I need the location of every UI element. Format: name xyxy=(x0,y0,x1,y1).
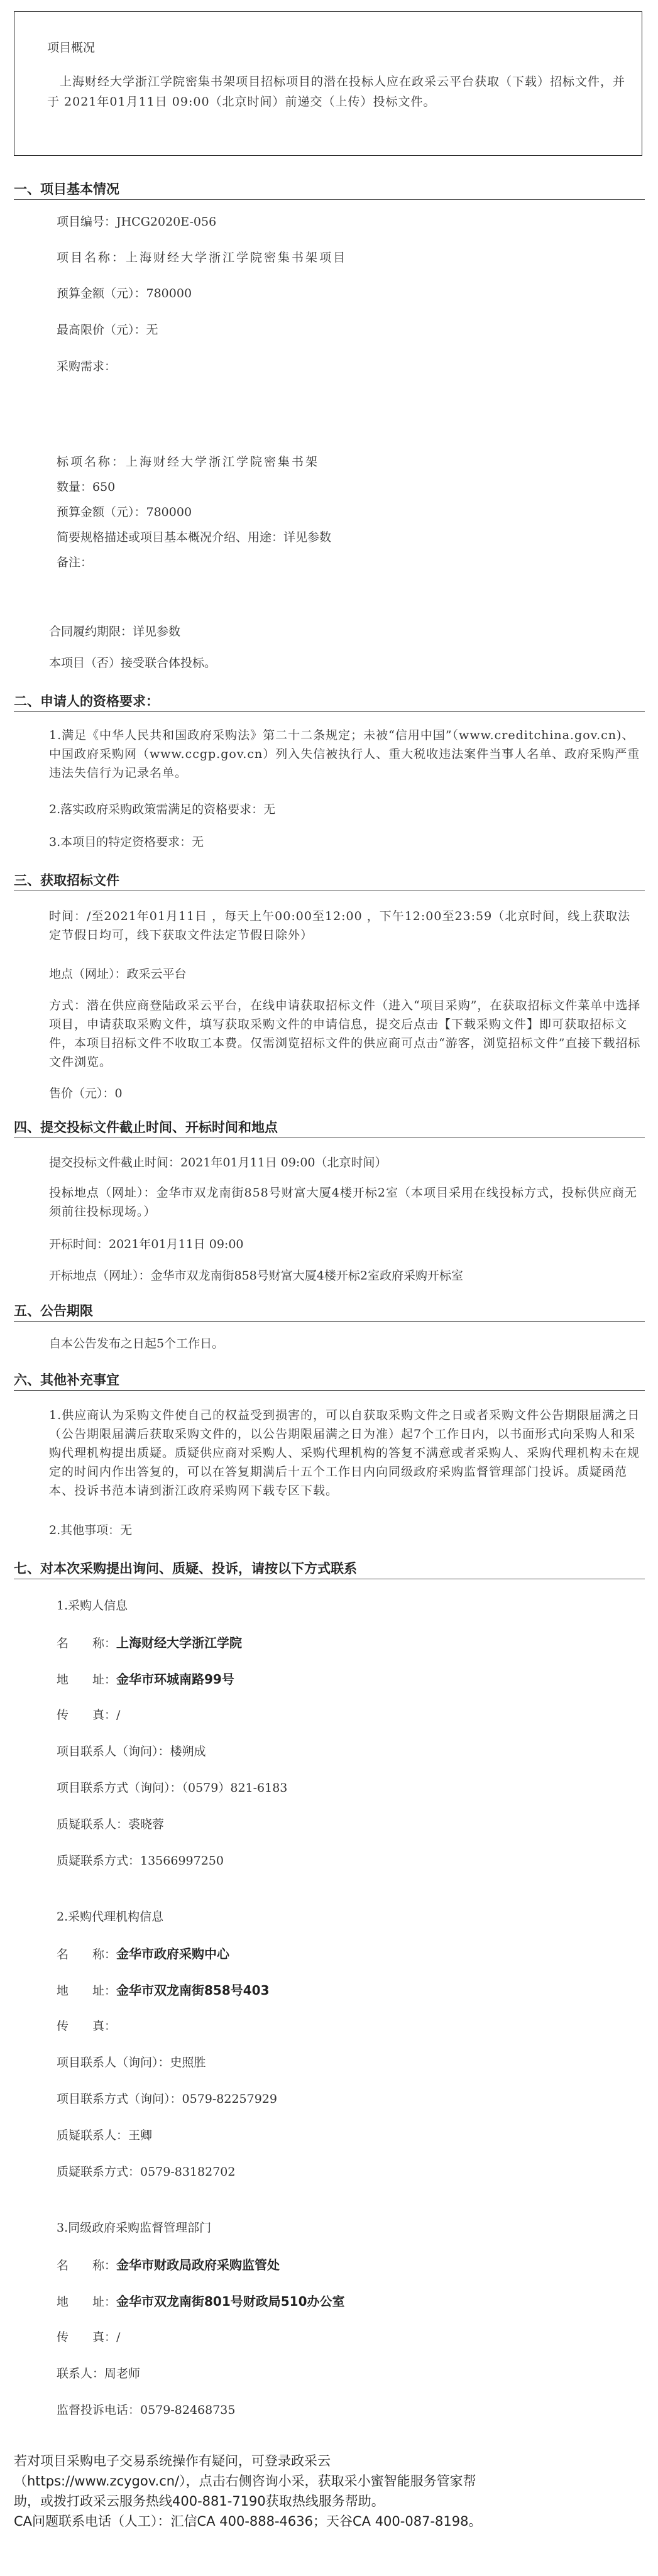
section-7-heading: 七、对本次采购提出询问、质疑、投诉，请按以下方式联系 xyxy=(14,1561,357,1576)
footer-help xyxy=(14,2451,642,2531)
section-2-heading: 二、申请人的资格要求： xyxy=(14,694,159,709)
purchaser-addr-row xyxy=(57,1669,234,1687)
bid-deadline: 提交投标文件截止时间：2021年01月11日 09:00（北京时间） xyxy=(49,1156,387,1170)
max-price: 最高限价（元）：无 xyxy=(57,323,158,337)
document-method: 方式：潜在供应商登陆政采云平台，在线申请获取招标文件（进入“项目采购”，在获取招标文件菜单中选择项目，申请获取采购文件，填写获取采购文件的申请信息，提交后点击【下载采购文件】即可获取招标文件，本项目招标文件不收取工本费。仅需浏览招标文件的供应商可点击“游客，浏览招标文件”直接下载招标文件浏览。 xyxy=(49,999,641,1069)
item-spec: 简要规格描述或项目基本概况介绍、用途：详见参数 xyxy=(57,530,332,544)
supervisor-name-label: 名 称： xyxy=(57,2259,117,2272)
purchaser-phone: 项目联系方式（询问）：（0579）821-6183 xyxy=(57,1781,288,1795)
footer-line-3: 助，或拨打政采云服务热线400-881-7190获取热线服务帮助。 xyxy=(14,2494,385,2509)
purchaser-addr: 金华市环城南路99号 xyxy=(116,1672,234,1687)
supplement-1: 1.供应商认为采购文件使自己的权益受到损害的，可以自获取采购文件之日或者采购文件公告期限届满之日（公告期限届满后获取采购文件的，以公告期限届满之日为准）起7个工作日内，以书面形式向采购人和采购代理机构提出质疑。质疑供应商对采购人、采购代理机构的答复不满意或者采购人、采购代理机构未在规定的时间内作出答复的，可以在答复期满后十五个工作日内向同级政府采购监督管理部门投诉。质疑函范本、投诉书范本请到浙江政府采购网下载专区下载。 xyxy=(49,1408,640,1498)
qualification-1: 1.满足《中华人民共和国政府采购法》第二十二条规定；未被“信用中国”（www.creditchina.gov.cn)、中国政府采购网（www.ccgp.gov.cn）列入失信被执行人、重大税收违法案件当事人名单、政府采购严重违法失信行为记录名单。 xyxy=(49,728,640,780)
agency-fax: 传 真： xyxy=(57,2019,117,2033)
divider xyxy=(14,711,645,712)
agency-complaint-contact: 质疑联系人：王卿 xyxy=(57,2129,153,2142)
overview-text: 上海财经大学浙江学院密集书架项目招标项目的潜在投标人应在政采云平台获取（下载）招标文件，并于 2021年01月11日 09:00（北京时间）前递交（上传）投标文件。 xyxy=(47,75,626,109)
item-budget: 预算金额（元）：780000 xyxy=(57,505,192,519)
footer-line-4: CA问题联系电话（人工）：汇信CA 400-888-4636；天谷CA 400-087-8198。 xyxy=(14,2514,482,2529)
qualification-2: 2.落实政府采购政策需满足的资格要求：无 xyxy=(49,803,276,816)
open-place: 开标地点（网址）：金华市双龙南街858号财富大厦4楼开标2室政府采购开标室 xyxy=(49,1269,463,1283)
bid-place: 投标地点（网址）：金华市双龙南街858号财富大厦4楼开标2室（本项目采用在线投标方式，投标供应商无须前往投标现场。） xyxy=(49,1186,637,1219)
supervisor-contact: 联系人：周老师 xyxy=(57,2367,141,2381)
purchaser-name-row xyxy=(57,1633,242,1651)
agency-addr-row xyxy=(57,1980,270,1998)
supervisor-name: 金华市财政局政府采购监管处 xyxy=(116,2257,280,2272)
document-price: 售价（元）：0 xyxy=(49,1087,123,1100)
overview-box xyxy=(14,11,642,156)
supervisor-name-row xyxy=(57,2255,280,2273)
budget: 预算金额（元）：780000 xyxy=(57,287,192,300)
supervisor-addr-label: 地 址： xyxy=(57,2295,117,2309)
purchaser-fax: 传 真：/ xyxy=(57,1708,121,1722)
divider xyxy=(14,1137,645,1138)
project-name: 项目名称：上海财经大学浙江学院密集书架项目 xyxy=(57,251,348,265)
qualification-3: 3.本项目的特定资格要求：无 xyxy=(49,835,204,849)
divider xyxy=(14,1390,645,1391)
agency-contact: 项目联系人（询问）：史照胜 xyxy=(57,2056,206,2069)
item-quantity: 数量：650 xyxy=(57,480,116,494)
agency-name-label: 名 称： xyxy=(57,1948,117,1961)
section-5-heading: 五、公告期限 xyxy=(14,1303,93,1318)
footer-line-2[interactable]: （https://www.zcygov.cn/），点击右侧咨询小采，获取采小蜜智能服务管家帮 xyxy=(14,2474,476,2489)
item-name: 标项名称：上海财经大学浙江学院密集书架 xyxy=(57,455,320,469)
agency-name: 金华市政府采购中心 xyxy=(116,1946,230,1961)
supplement-2: 2.其他事项：无 xyxy=(49,1523,133,1537)
supervisor-addr: 金华市双龙南街801号财政局510办公室 xyxy=(116,2294,345,2309)
document-time: 时间：/至2021年01月11日 ，每天上午00:00至12:00 ，下午12:00至23:59（北京时间，线上获取法定节假日均可，线下获取文件法定节假日除外） xyxy=(49,909,631,942)
purchaser-name: 上海财经大学浙江学院 xyxy=(116,1635,243,1650)
purchaser-addr-label: 地 址： xyxy=(57,1673,117,1687)
supervisor-title: 3.同级政府采购监督管理部门 xyxy=(57,2221,212,2235)
project-no: 项目编号：JHCG2020E-056 xyxy=(57,215,217,229)
divider xyxy=(14,199,645,200)
item-remark: 备注： xyxy=(57,556,93,569)
agency-complaint-phone: 质疑联系方式：0579-83182702 xyxy=(57,2165,236,2179)
consortium-note: 本项目（否）接受联合体投标。 xyxy=(49,656,217,670)
agency-addr-label: 地 址： xyxy=(57,1984,117,1998)
document-place: 地点（网址）：政采云平台 xyxy=(49,967,187,981)
supervisor-addr-row xyxy=(57,2291,345,2310)
notice-period: 自本公告发布之日起5个工作日。 xyxy=(49,1337,224,1351)
agency-addr: 金华市双龙南街858号403 xyxy=(116,1983,270,1998)
footer-line-1: 若对项目采购电子交易系统操作有疑问，可登录政采云 xyxy=(14,2453,331,2469)
open-time: 开标时间：2021年01月11日 09:00 xyxy=(49,1237,244,1251)
section-3-heading: 三、获取招标文件 xyxy=(14,873,119,888)
overview-title: 项目概况 xyxy=(47,41,96,55)
supervisor-phone: 监督投诉电话：0579-82468735 xyxy=(57,2403,236,2417)
agency-title: 2.采购代理机构信息 xyxy=(57,1910,164,1924)
agency-phone: 项目联系方式（询问）：0579-82257929 xyxy=(57,2092,277,2106)
contract-period: 合同履约期限：详见参数 xyxy=(49,625,181,639)
purchaser-contact: 项目联系人（询问）：楼朔成 xyxy=(57,1745,206,1758)
purchaser-complaint-contact: 质疑联系人：裘晓蓉 xyxy=(57,1817,165,1831)
supervisor-fax: 传 真：/ xyxy=(57,2330,121,2344)
purchaser-complaint-phone: 质疑联系方式：13566997250 xyxy=(57,1854,224,1868)
section-4-heading: 四、提交投标文件截止时间、开标时间和地点 xyxy=(14,1120,278,1135)
purchaser-title: 1.采购人信息 xyxy=(57,1599,128,1613)
agency-name-row xyxy=(57,1944,229,1962)
purchaser-name-label: 名 称： xyxy=(57,1636,117,1650)
section-1-heading: 一、项目基本情况 xyxy=(14,182,119,197)
divider xyxy=(14,1321,645,1322)
demand-label: 采购需求： xyxy=(57,359,117,373)
section-6-heading: 六、其他补充事宜 xyxy=(14,1373,119,1388)
